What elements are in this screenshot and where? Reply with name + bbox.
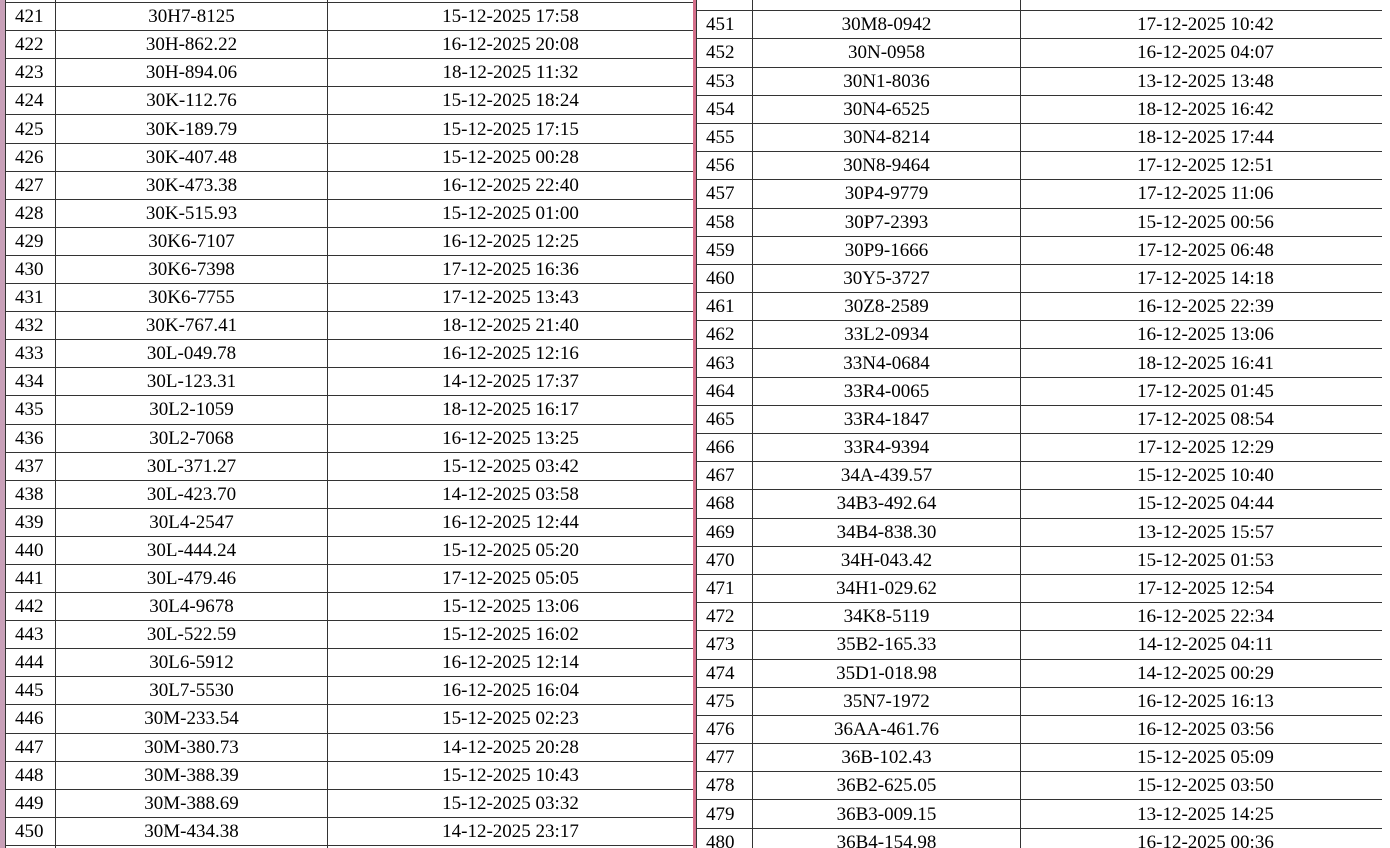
row-number-cell: 445	[6, 677, 56, 705]
table-row	[697, 800, 1390, 828]
plate-number-cell: 30K-473.38	[56, 171, 328, 199]
table-row	[697, 462, 1390, 490]
violation-time-cell: 18-12-2025 16:42	[1021, 95, 1390, 123]
plate-number-cell: 34B4-838.30	[753, 518, 1021, 546]
plate-number-cell: 30M-388.39	[56, 761, 328, 789]
violation-time-cell: 15-12-2025 10:40	[1021, 462, 1390, 490]
table-row	[697, 490, 1390, 518]
row-number-cell: 471	[697, 574, 753, 602]
row-number-cell: 465	[697, 405, 753, 433]
row-number-cell: 473	[697, 631, 753, 659]
table-row	[697, 95, 1390, 123]
plate-number-cell: 30K-515.93	[56, 199, 328, 227]
table-row	[697, 659, 1390, 687]
violation-time-cell: 16-12-2025 22:40	[328, 171, 694, 199]
plate-number-cell: 33N4-0684	[753, 349, 1021, 377]
row-number-cell: 441	[6, 564, 56, 592]
row-number-cell: 449	[6, 789, 56, 817]
row-number-cell: 440	[6, 536, 56, 564]
violation-time-cell: 15-12-2025 01:53	[1021, 546, 1390, 574]
table-row	[697, 152, 1390, 180]
table-row	[697, 349, 1390, 377]
table-row	[697, 518, 1390, 546]
plate-number-cell: 30H-862.22	[56, 31, 328, 59]
row-number-cell: 451	[697, 11, 753, 39]
row-number-cell: 431	[6, 284, 56, 312]
violation-time-cell: 13-12-2025 13:48	[1021, 67, 1390, 95]
row-number-cell: 432	[6, 312, 56, 340]
violation-time-cell: 17-12-2025 12:51	[1021, 152, 1390, 180]
table-row	[6, 705, 694, 733]
row-number-cell: 459	[697, 236, 753, 264]
row-number-cell: 474	[697, 659, 753, 687]
row-number-cell: 443	[6, 621, 56, 649]
plate-number-cell: 33L2-0934	[753, 321, 1021, 349]
violation-time-cell: 14-12-2025 23:17	[328, 817, 694, 845]
table-body-left	[6, 0, 694, 848]
table-row	[697, 236, 1390, 264]
table-row	[697, 687, 1390, 715]
violation-time-cell: 16-12-2025 16:13	[1021, 687, 1390, 715]
plate-number-cell: 30L-522.59	[56, 621, 328, 649]
table-row	[697, 405, 1390, 433]
plate-number-cell: 30L2-1059	[56, 396, 328, 424]
plate-number-cell: 30L-371.27	[56, 452, 328, 480]
table-row	[697, 772, 1390, 800]
row-number-cell: 454	[697, 95, 753, 123]
row-number-cell: 456	[697, 152, 753, 180]
plate-number-cell: 30L-444.24	[56, 536, 328, 564]
row-number-cell: 425	[6, 115, 56, 143]
violation-time-cell: 17-12-2025 13:43	[328, 284, 694, 312]
row-number-cell: 427	[6, 171, 56, 199]
violation-time-cell: 16-12-2025 13:06	[1021, 321, 1390, 349]
violation-time-cell: 17-12-2025 11:06	[1021, 180, 1390, 208]
violation-time-cell: 16-12-2025 12:16	[328, 340, 694, 368]
row-number-cell: 480	[697, 828, 753, 848]
plate-number-cell: 36B4-154.98	[753, 828, 1021, 848]
row-number-cell: 426	[6, 143, 56, 171]
row-number-cell: 429	[6, 227, 56, 255]
violation-time-cell: 15-12-2025 17:58	[328, 3, 694, 31]
table-row	[697, 321, 1390, 349]
table-row	[6, 761, 694, 789]
row-number-cell: 439	[6, 508, 56, 536]
row-number-cell: 436	[6, 424, 56, 452]
violation-time-cell: 17-12-2025 10:42	[1021, 11, 1390, 39]
violation-time-cell: 17-12-2025 08:54	[1021, 405, 1390, 433]
violation-time-cell: 15-12-2025 00:28	[328, 143, 694, 171]
row-number-cell: 422	[6, 31, 56, 59]
row-number-cell: 452	[697, 39, 753, 67]
plate-number-cell: 30P4-9779	[753, 180, 1021, 208]
table-row	[697, 434, 1390, 462]
row-number-cell: 423	[6, 59, 56, 87]
row-number-cell: 435	[6, 396, 56, 424]
violation-time-cell: 16-12-2025 03:56	[1021, 715, 1390, 743]
violation-time-cell: 16-12-2025 22:39	[1021, 293, 1390, 321]
plate-number-cell: 33R4-1847	[753, 405, 1021, 433]
row-number-cell: 430	[6, 255, 56, 283]
table-row	[697, 744, 1390, 772]
table-row	[6, 143, 694, 171]
violation-time-cell: 18-12-2025 17:44	[1021, 123, 1390, 151]
row-number-cell: 428	[6, 199, 56, 227]
row-number-cell: 466	[697, 434, 753, 462]
plate-number-cell: 30N8-9464	[753, 152, 1021, 180]
plate-number-cell: 30K-767.41	[56, 312, 328, 340]
violation-time-cell: 15-12-2025 05:20	[328, 536, 694, 564]
table-row	[697, 67, 1390, 95]
row-number-cell: 457	[697, 180, 753, 208]
violation-time-cell: 16-12-2025 12:44	[328, 508, 694, 536]
plate-number-cell: 34H-043.42	[753, 546, 1021, 574]
violation-time-cell: 15-12-2025 18:24	[328, 87, 694, 115]
table-row	[6, 789, 694, 817]
plate-number-cell: 30L-049.78	[56, 340, 328, 368]
table-row	[6, 621, 694, 649]
row-number-cell: 448	[6, 761, 56, 789]
plate-number-cell: 30M-233.54	[56, 705, 328, 733]
row-number-cell: 424	[6, 87, 56, 115]
row-number-cell: 478	[697, 772, 753, 800]
violation-time-cell: 17-12-2025 12:29	[1021, 434, 1390, 462]
plate-number-cell: 30K-407.48	[56, 143, 328, 171]
row-number-cell: 470	[697, 546, 753, 574]
violation-time-cell: 16-12-2025 22:34	[1021, 603, 1390, 631]
violation-time-cell: 18-12-2025 16:41	[1021, 349, 1390, 377]
table-body-right	[697, 0, 1390, 848]
table-row	[697, 603, 1390, 631]
plate-number-cell: 30N-0958	[753, 39, 1021, 67]
plate-number-cell: 30Z8-2589	[753, 293, 1021, 321]
table-row	[6, 199, 694, 227]
left-table-panel	[5, 0, 693, 848]
table-row	[6, 368, 694, 396]
row-number-cell: 442	[6, 593, 56, 621]
plate-number-cell: 30K6-7107	[56, 227, 328, 255]
plate-number-cell: 30K-112.76	[56, 87, 328, 115]
plate-number-cell: 35D1-018.98	[753, 659, 1021, 687]
violation-time-cell: 18-12-2025 16:17	[328, 396, 694, 424]
violation-time-cell: 16-12-2025 12:25	[328, 227, 694, 255]
plate-number-cell: 34H1-029.62	[753, 574, 1021, 602]
plate-number-cell: 30N1-8036	[753, 67, 1021, 95]
violation-time-cell: 15-12-2025 16:02	[328, 621, 694, 649]
table-row	[6, 508, 694, 536]
table-row	[6, 480, 694, 508]
page-right-edge	[1382, 0, 1390, 848]
plate-number-cell: 33R4-9394	[753, 434, 1021, 462]
row-number-cell: 476	[697, 715, 753, 743]
table-row	[6, 593, 694, 621]
violation-time-cell: 14-12-2025 20:28	[328, 733, 694, 761]
table-row	[697, 264, 1390, 292]
table-row	[6, 817, 694, 845]
violation-time-cell: 18-12-2025 21:40	[328, 312, 694, 340]
table-row	[697, 11, 1390, 39]
plate-number-cell: 35N7-1972	[753, 687, 1021, 715]
violation-time-cell: 17-12-2025 06:48	[1021, 236, 1390, 264]
table-row	[6, 3, 694, 31]
plate-number-cell: 30L2-7068	[56, 424, 328, 452]
table-row	[6, 115, 694, 143]
table-row	[6, 536, 694, 564]
row-number-cell: 438	[6, 480, 56, 508]
plate-number-cell: 30P7-2393	[753, 208, 1021, 236]
violation-time-cell: 15-12-2025 05:09	[1021, 744, 1390, 772]
plate-number-cell: 30N4-8214	[753, 123, 1021, 151]
plate-number-cell: 30H-894.06	[56, 59, 328, 87]
table-row	[6, 340, 694, 368]
plate-number-cell: 30M-380.73	[56, 733, 328, 761]
violation-time-cell: 16-12-2025 12:14	[328, 649, 694, 677]
plate-number-cell: 30L-423.70	[56, 480, 328, 508]
row-number-cell: 472	[697, 603, 753, 631]
row-number-cell: 434	[6, 368, 56, 396]
plate-number-cell: 36B2-625.05	[753, 772, 1021, 800]
violation-time-cell: 16-12-2025 00:36	[1021, 828, 1390, 848]
table-row	[697, 208, 1390, 236]
violation-time-cell: 15-12-2025 13:06	[328, 593, 694, 621]
row-number-cell: 462	[697, 321, 753, 349]
table-row	[6, 171, 694, 199]
right-table-panel	[696, 0, 1390, 848]
table-row	[6, 649, 694, 677]
violation-time-cell: 17-12-2025 01:45	[1021, 377, 1390, 405]
plate-number-cell: 33R4-0065	[753, 377, 1021, 405]
row-number-cell: 468	[697, 490, 753, 518]
table-row	[697, 574, 1390, 602]
table-row	[6, 677, 694, 705]
plate-number-cell: 36B-102.43	[753, 744, 1021, 772]
plate-number-cell: 30L-479.46	[56, 564, 328, 592]
table-row	[6, 424, 694, 452]
violation-time-cell: 15-12-2025 02:23	[328, 705, 694, 733]
row-number-cell: 460	[697, 264, 753, 292]
violation-time-cell: 17-12-2025 14:18	[1021, 264, 1390, 292]
plate-number-cell: 30L-123.31	[56, 368, 328, 396]
plate-number-cell: 30Y5-3727	[753, 264, 1021, 292]
violation-time-cell: 15-12-2025 03:32	[328, 789, 694, 817]
table-row	[6, 227, 694, 255]
row-number-cell: 421	[6, 3, 56, 31]
violation-time-cell: 15-12-2025 10:43	[328, 761, 694, 789]
plate-number-cell	[753, 0, 1021, 11]
plate-number-cell: 34B3-492.64	[753, 490, 1021, 518]
table-row	[697, 180, 1390, 208]
violation-time-cell: 14-12-2025 00:29	[1021, 659, 1390, 687]
violation-table-right	[696, 0, 1390, 848]
violation-time-cell: 17-12-2025 12:54	[1021, 574, 1390, 602]
table-row	[6, 59, 694, 87]
plate-number-cell: 34A-439.57	[753, 462, 1021, 490]
violation-time-cell: 16-12-2025 16:04	[328, 677, 694, 705]
table-row	[6, 284, 694, 312]
table-row	[697, 293, 1390, 321]
plate-number-cell: 34K8-5119	[753, 603, 1021, 631]
row-number-cell: 467	[697, 462, 753, 490]
table-row	[6, 733, 694, 761]
plate-number-cell: 30M8-0942	[753, 11, 1021, 39]
row-number-cell: 469	[697, 518, 753, 546]
violation-time-cell: 15-12-2025 17:15	[328, 115, 694, 143]
plate-number-cell: 30K-189.79	[56, 115, 328, 143]
plate-number-cell: 36B3-009.15	[753, 800, 1021, 828]
plate-number-cell: 35B2-165.33	[753, 631, 1021, 659]
table-row	[6, 452, 694, 480]
row-number-cell: 453	[697, 67, 753, 95]
table-row	[697, 377, 1390, 405]
violation-time-cell: 14-12-2025 03:58	[328, 480, 694, 508]
table-row	[6, 255, 694, 283]
table-row	[697, 39, 1390, 67]
table-row	[697, 715, 1390, 743]
violation-time-cell: 15-12-2025 01:00	[328, 199, 694, 227]
table-row	[697, 123, 1390, 151]
violation-time-cell: 16-12-2025 13:25	[328, 424, 694, 452]
violation-time-cell: 16-12-2025 04:07	[1021, 39, 1390, 67]
plate-number-cell: 30H7-8125	[56, 3, 328, 31]
row-number-cell: 464	[697, 377, 753, 405]
violation-time-cell: 16-12-2025 20:08	[328, 31, 694, 59]
plate-number-cell: 30L7-5530	[56, 677, 328, 705]
table-row	[697, 828, 1390, 848]
table-row	[6, 312, 694, 340]
plate-number-cell: 30K6-7398	[56, 255, 328, 283]
plate-number-cell: 30M-388.69	[56, 789, 328, 817]
plate-number-cell: 36AA-461.76	[753, 715, 1021, 743]
plate-number-cell: 30L6-5912	[56, 649, 328, 677]
row-number-cell: 479	[697, 800, 753, 828]
plate-number-cell: 30K6-7755	[56, 284, 328, 312]
row-number-cell: 458	[697, 208, 753, 236]
plate-number-cell: 30L4-2547	[56, 508, 328, 536]
row-number-cell: 475	[697, 687, 753, 715]
violation-time-cell: 15-12-2025 03:50	[1021, 772, 1390, 800]
row-number-cell: 447	[6, 733, 56, 761]
violation-time-cell: 14-12-2025 04:11	[1021, 631, 1390, 659]
violation-time-cell: 15-12-2025 04:44	[1021, 490, 1390, 518]
plate-number-cell: 30L4-9678	[56, 593, 328, 621]
row-number-cell: 450	[6, 817, 56, 845]
table-row	[6, 31, 694, 59]
row-number-cell: 446	[6, 705, 56, 733]
violation-time-cell: 15-12-2025 03:42	[328, 452, 694, 480]
plate-number-cell: 30N4-6525	[753, 95, 1021, 123]
violation-time-cell: 13-12-2025 15:57	[1021, 518, 1390, 546]
plate-number-cell: 30M-434.38	[56, 817, 328, 845]
violation-time-cell: 17-12-2025 05:05	[328, 564, 694, 592]
row-number-cell: 455	[697, 123, 753, 151]
violation-time-cell: 14-12-2025 17:37	[328, 368, 694, 396]
row-number-cell: 433	[6, 340, 56, 368]
table-row	[6, 396, 694, 424]
table-row	[6, 87, 694, 115]
row-number-cell	[697, 0, 753, 11]
violation-time-cell: 13-12-2025 14:25	[1021, 800, 1390, 828]
row-number-cell: 437	[6, 452, 56, 480]
violation-time-cell: 17-12-2025 16:36	[328, 255, 694, 283]
violation-time-cell: 15-12-2025 00:56	[1021, 208, 1390, 236]
violation-table-left	[5, 0, 693, 848]
table-row	[6, 564, 694, 592]
row-number-cell: 444	[6, 649, 56, 677]
violation-time-cell: 18-12-2025 11:32	[328, 59, 694, 87]
table-row	[697, 546, 1390, 574]
row-number-cell: 477	[697, 744, 753, 772]
row-number-cell: 463	[697, 349, 753, 377]
table-row	[697, 0, 1390, 11]
plate-number-cell: 30P9-1666	[753, 236, 1021, 264]
violation-time-cell	[1021, 0, 1390, 11]
table-row	[697, 631, 1390, 659]
row-number-cell: 461	[697, 293, 753, 321]
